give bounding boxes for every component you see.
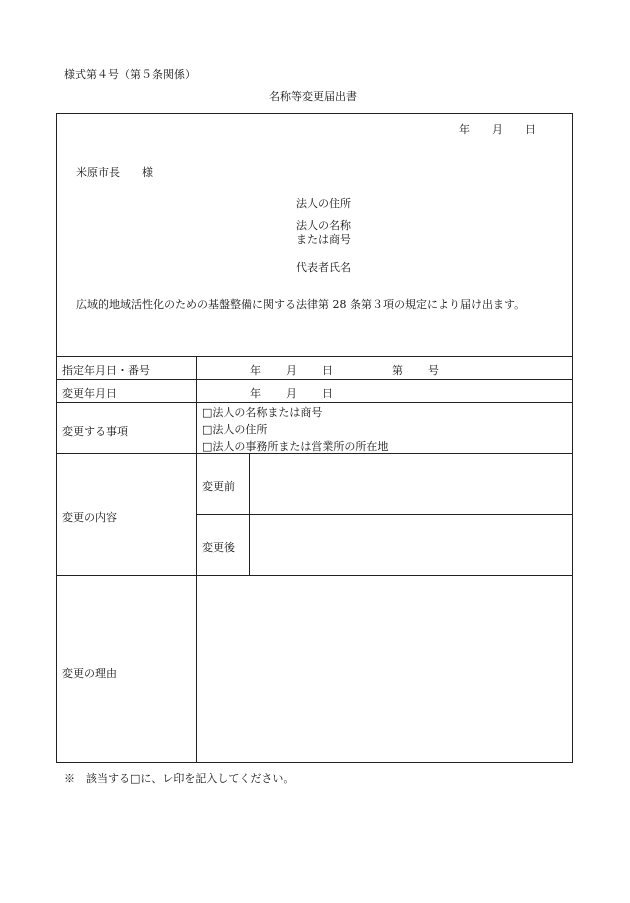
after-content-field[interactable] bbox=[251, 516, 571, 573]
designation-label: 指定年月日・番号 bbox=[62, 364, 150, 377]
designation-year: 年 bbox=[250, 364, 261, 377]
change-date-month: 月 bbox=[286, 387, 297, 400]
change-date-day: 日 bbox=[322, 387, 333, 400]
items-label: 変更する事項 bbox=[62, 425, 128, 438]
after-label: 変更後 bbox=[202, 541, 235, 554]
column-divider-before-after bbox=[249, 453, 250, 575]
designation-gou: 号 bbox=[428, 364, 439, 377]
date-month-label: 月 bbox=[492, 123, 503, 136]
change-date-year: 年 bbox=[250, 387, 261, 400]
option-office-location-checkbox[interactable]: □法人の事務所または営業所の所在地 bbox=[202, 440, 389, 453]
addressee-name: 米原市長 bbox=[76, 166, 120, 179]
representative-label: 代表者氏名 bbox=[296, 261, 351, 274]
document-title: 名称等変更届出書 bbox=[269, 90, 357, 103]
change-date-label: 変更年月日 bbox=[62, 387, 117, 400]
applicant-name-label: 法人の名称 bbox=[296, 219, 351, 232]
addressee-honorific: 様 bbox=[142, 166, 153, 179]
row-divider-content bbox=[56, 575, 573, 576]
date-line bbox=[459, 121, 536, 137]
before-label: 変更前 bbox=[202, 480, 235, 493]
addressee bbox=[76, 164, 153, 180]
option-name-checkbox[interactable]: □法人の名称または商号 bbox=[202, 406, 323, 419]
row-divider-designation bbox=[56, 379, 573, 380]
table-top-border bbox=[56, 356, 573, 357]
designation-month: 月 bbox=[286, 364, 297, 377]
content-label: 変更の内容 bbox=[62, 511, 117, 524]
reason-field[interactable] bbox=[198, 577, 571, 761]
row-divider-change-date bbox=[56, 402, 573, 403]
footnote: ※ 該当する□に、レ印を記入してください。 bbox=[64, 772, 295, 785]
statement-text: 広域的地域活性化のための基盤整備に関する法律第 28 条第３項の規定により届け出ます。 bbox=[76, 298, 526, 311]
column-divider-label bbox=[196, 356, 197, 763]
date-year-label: 年 bbox=[459, 123, 470, 136]
applicant-address-label: 法人の住所 bbox=[296, 197, 351, 210]
option-address-checkbox[interactable]: □法人の住所 bbox=[202, 423, 268, 436]
before-content-field[interactable] bbox=[251, 455, 571, 512]
date-day-label: 日 bbox=[525, 123, 536, 136]
row-divider-before-after bbox=[196, 514, 573, 515]
change-date-value bbox=[250, 385, 333, 401]
applicant-trade-name-label: または商号 bbox=[296, 233, 351, 246]
form-number: 様式第４号（第５条関係） bbox=[64, 68, 196, 81]
designation-dai: 第 bbox=[392, 364, 403, 377]
designation-day: 日 bbox=[322, 364, 333, 377]
reason-label: 変更の理由 bbox=[62, 667, 117, 680]
designation-value bbox=[250, 362, 439, 378]
